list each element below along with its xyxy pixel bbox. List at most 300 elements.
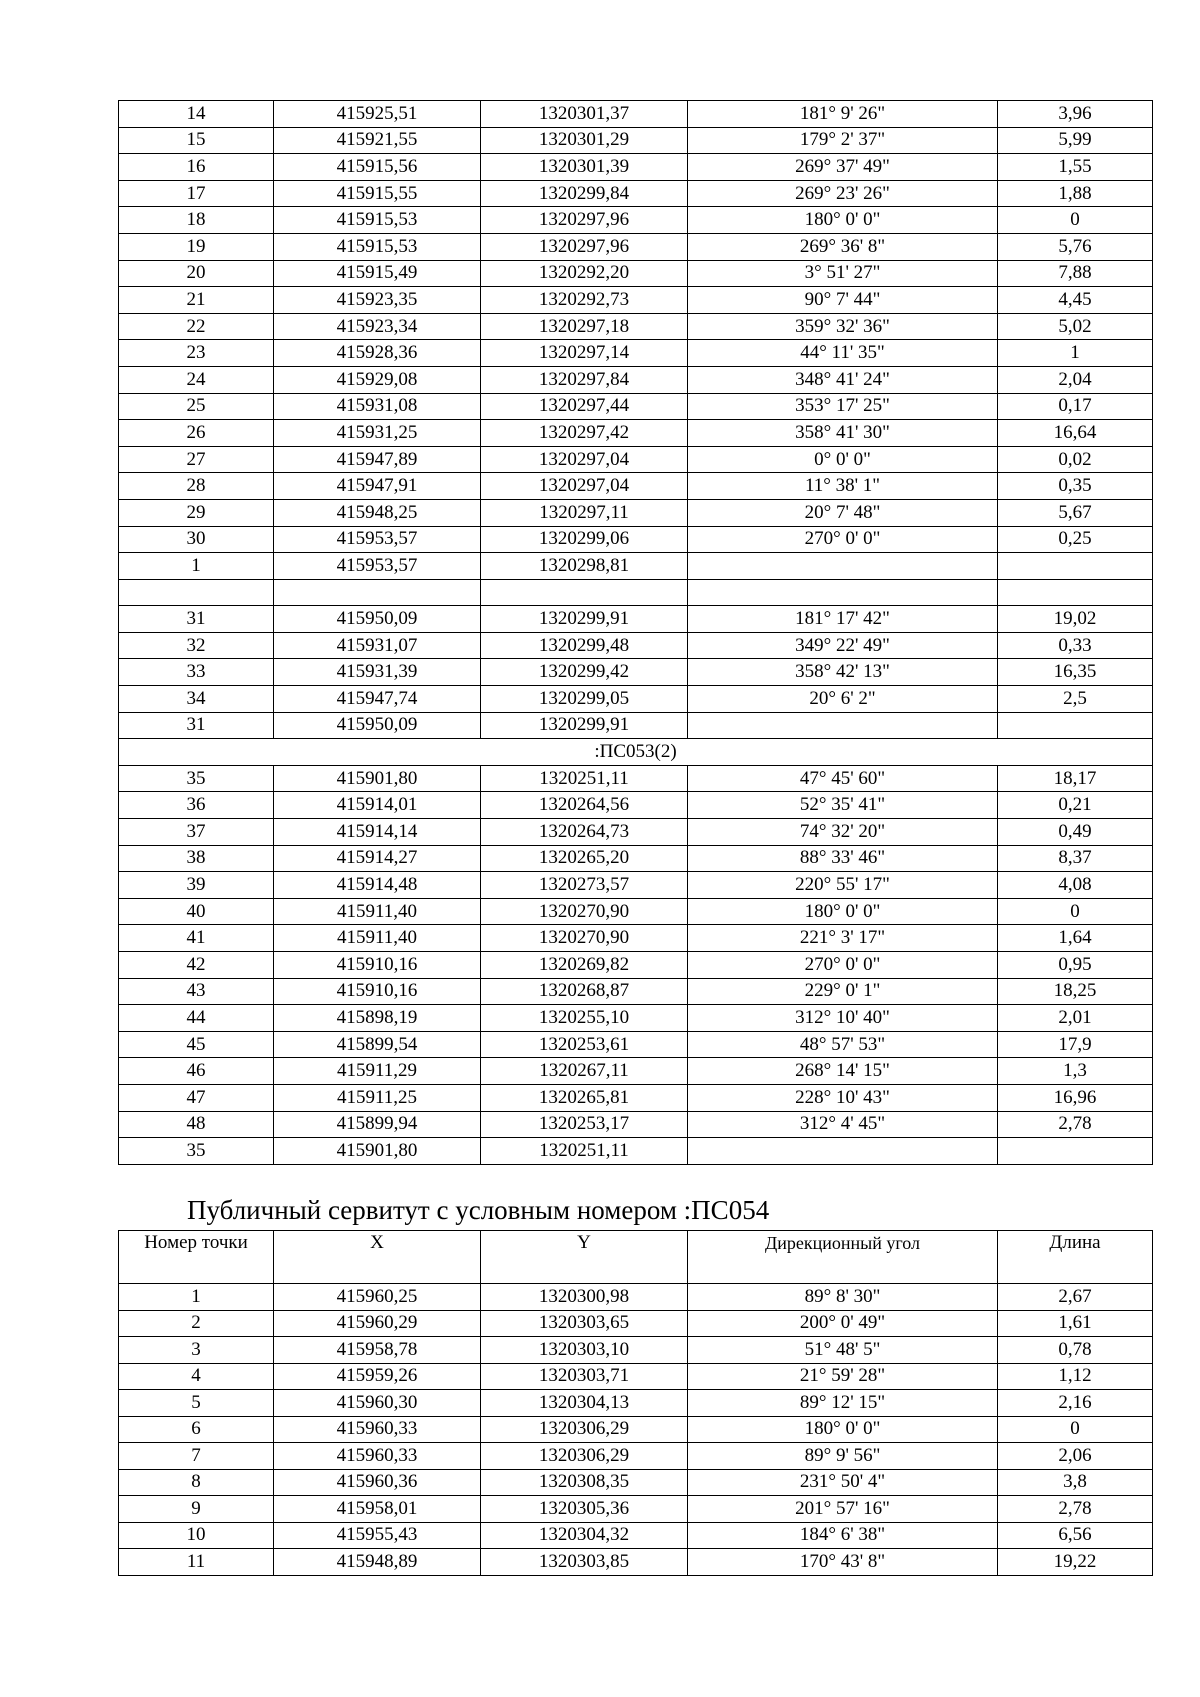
direction-angle-cell: 11° 38' 1" — [688, 473, 998, 500]
point-number-cell: 9 — [119, 1496, 274, 1523]
table-row — [119, 393, 1153, 420]
y-cell: 1320304,13 — [481, 1390, 688, 1417]
point-number-cell: 26 — [119, 420, 274, 447]
x-cell: 415958,01 — [274, 1496, 481, 1523]
x-cell: 415915,55 — [274, 180, 481, 207]
x-cell: 415914,27 — [274, 845, 481, 872]
y-cell: 1320251,11 — [481, 1138, 688, 1165]
length-cell: 0 — [998, 207, 1153, 234]
y-cell: 1320297,18 — [481, 313, 688, 340]
y-cell: 1320306,29 — [481, 1443, 688, 1470]
point-number-cell: 37 — [119, 819, 274, 846]
x-cell: 415948,25 — [274, 499, 481, 526]
direction-angle-cell: 52° 35' 41" — [688, 792, 998, 819]
point-number-cell: 35 — [119, 1138, 274, 1165]
x-cell: 415960,25 — [274, 1284, 481, 1311]
length-cell: 3,8 — [998, 1469, 1153, 1496]
y-cell: 1320301,39 — [481, 154, 688, 181]
length-cell: 1,55 — [998, 154, 1153, 181]
point-number-cell: 15 — [119, 127, 274, 154]
direction-angle-cell: 349° 22' 49" — [688, 632, 998, 659]
table-row — [119, 1111, 1153, 1138]
x-cell: 415915,56 — [274, 154, 481, 181]
direction-angle-cell: 181° 17' 42" — [688, 606, 998, 633]
point-number-cell: 10 — [119, 1522, 274, 1549]
table-row — [119, 207, 1153, 234]
table-row — [119, 1031, 1153, 1058]
direction-angle-cell: 358° 41' 30" — [688, 420, 998, 447]
length-cell: 2,78 — [998, 1111, 1153, 1138]
y-cell: 1320292,73 — [481, 287, 688, 314]
table-row — [119, 446, 1153, 473]
x-cell: 415931,07 — [274, 632, 481, 659]
direction-angle-cell: 74° 32' 20" — [688, 819, 998, 846]
length-cell: 2,04 — [998, 366, 1153, 393]
table-row — [119, 952, 1153, 979]
length-cell: 2,16 — [998, 1390, 1153, 1417]
section-label: :ПС053(2) — [119, 739, 1153, 766]
table-row — [119, 1416, 1153, 1443]
direction-angle-cell: 270° 0' 0" — [688, 952, 998, 979]
point-number-cell: 31 — [119, 606, 274, 633]
point-number-cell: 33 — [119, 659, 274, 686]
length-cell: 5,02 — [998, 313, 1153, 340]
y-cell: 1320297,04 — [481, 446, 688, 473]
table-row — [119, 499, 1153, 526]
y-cell: 1320297,84 — [481, 366, 688, 393]
y-cell: 1320299,84 — [481, 180, 688, 207]
y-cell: 1320253,17 — [481, 1111, 688, 1138]
coordinates-table-body — [119, 101, 1153, 1165]
y-cell: 1320303,85 — [481, 1549, 688, 1576]
direction-angle-cell — [688, 579, 998, 606]
y-cell: 1320270,90 — [481, 925, 688, 952]
length-cell: 5,76 — [998, 233, 1153, 260]
length-cell: 0,33 — [998, 632, 1153, 659]
point-number-cell: 32 — [119, 632, 274, 659]
y-cell: 1320300,98 — [481, 1284, 688, 1311]
length-cell: 0,95 — [998, 952, 1153, 979]
direction-angle-cell: 180° 0' 0" — [688, 207, 998, 234]
table-row — [119, 978, 1153, 1005]
point-number-cell: 36 — [119, 792, 274, 819]
direction-angle-cell: 268° 14' 15" — [688, 1058, 998, 1085]
direction-angle-cell: 181° 9' 26" — [688, 101, 998, 128]
direction-angle-cell: 348° 41' 24" — [688, 366, 998, 393]
table-row — [119, 340, 1153, 367]
point-number-cell: 19 — [119, 233, 274, 260]
section-label-row — [119, 739, 1153, 766]
y-cell: 1320292,20 — [481, 260, 688, 287]
length-cell: 2,06 — [998, 1443, 1153, 1470]
table-row — [119, 1443, 1153, 1470]
x-cell — [274, 579, 481, 606]
direction-angle-cell: 270° 0' 0" — [688, 526, 998, 553]
direction-angle-cell: 170° 43' 8" — [688, 1549, 998, 1576]
y-cell: 1320303,10 — [481, 1337, 688, 1364]
point-number-cell: 1 — [119, 1284, 274, 1311]
direction-angle-cell: 220° 55' 17" — [688, 872, 998, 899]
x-cell: 415960,30 — [274, 1390, 481, 1417]
point-number-cell: 17 — [119, 180, 274, 207]
point-number-cell: 44 — [119, 1005, 274, 1032]
table-row — [119, 127, 1153, 154]
y-cell: 1320305,36 — [481, 1496, 688, 1523]
table-row — [119, 1522, 1153, 1549]
point-number-cell: 31 — [119, 712, 274, 739]
y-cell: 1320297,96 — [481, 207, 688, 234]
direction-angle-cell: 312° 10' 40" — [688, 1005, 998, 1032]
x-cell: 415947,91 — [274, 473, 481, 500]
y-cell — [481, 579, 688, 606]
direction-angle-cell — [688, 712, 998, 739]
y-cell: 1320297,42 — [481, 420, 688, 447]
y-cell: 1320297,11 — [481, 499, 688, 526]
point-number-cell: 27 — [119, 446, 274, 473]
coordinates-table-body — [119, 1231, 1153, 1576]
x-cell: 415953,57 — [274, 526, 481, 553]
length-cell: 2,78 — [998, 1496, 1153, 1523]
point-number-cell: 6 — [119, 1416, 274, 1443]
coordinates-table-continued — [118, 100, 1153, 1165]
length-cell: 0,21 — [998, 792, 1153, 819]
direction-angle-cell — [688, 1138, 998, 1165]
table-row — [119, 526, 1153, 553]
table-row — [119, 1496, 1153, 1523]
table-row — [119, 473, 1153, 500]
length-cell — [998, 579, 1153, 606]
point-number-cell: 39 — [119, 872, 274, 899]
x-cell: 415899,94 — [274, 1111, 481, 1138]
point-number-cell: 18 — [119, 207, 274, 234]
y-cell: 1320298,81 — [481, 553, 688, 580]
y-cell: 1320265,20 — [481, 845, 688, 872]
y-cell: 1320297,14 — [481, 340, 688, 367]
table-row — [119, 712, 1153, 739]
x-cell: 415925,51 — [274, 101, 481, 128]
point-number-cell: 34 — [119, 686, 274, 713]
length-cell: 0,35 — [998, 473, 1153, 500]
table-row — [119, 686, 1153, 713]
y-cell: 1320269,82 — [481, 952, 688, 979]
length-cell: 4,08 — [998, 872, 1153, 899]
point-number-cell: 38 — [119, 845, 274, 872]
point-number-cell: 4 — [119, 1363, 274, 1390]
length-cell: 0,17 — [998, 393, 1153, 420]
direction-angle-cell: 51° 48' 5" — [688, 1337, 998, 1364]
direction-angle-cell: 88° 33' 46" — [688, 845, 998, 872]
length-cell — [998, 712, 1153, 739]
point-number-cell: 45 — [119, 1031, 274, 1058]
direction-angle-cell: 228° 10' 43" — [688, 1084, 998, 1111]
point-number-cell: 23 — [119, 340, 274, 367]
direction-angle-cell: 353° 17' 25" — [688, 393, 998, 420]
point-number-cell: 5 — [119, 1390, 274, 1417]
table-row — [119, 1390, 1153, 1417]
point-number-cell: 28 — [119, 473, 274, 500]
x-cell: 415911,29 — [274, 1058, 481, 1085]
length-cell: 1,3 — [998, 1058, 1153, 1085]
table-row — [119, 606, 1153, 633]
header-direction-angle: Дирекционный угол — [688, 1231, 998, 1284]
point-number-cell: 42 — [119, 952, 274, 979]
length-cell: 0,78 — [998, 1337, 1153, 1364]
coordinates-table-ps054 — [118, 1230, 1153, 1576]
point-number-cell: 1 — [119, 553, 274, 580]
table-row — [119, 1284, 1153, 1311]
y-cell: 1320299,06 — [481, 526, 688, 553]
table-row — [119, 1549, 1153, 1576]
direction-angle-cell: 201° 57' 16" — [688, 1496, 998, 1523]
table-row — [119, 1138, 1153, 1165]
table-row — [119, 1310, 1153, 1337]
length-cell: 0 — [998, 898, 1153, 925]
x-cell: 415947,89 — [274, 446, 481, 473]
direction-angle-cell: 358° 42' 13" — [688, 659, 998, 686]
length-cell: 0,02 — [998, 446, 1153, 473]
table-row — [119, 313, 1153, 340]
table-row — [119, 287, 1153, 314]
y-cell: 1320299,91 — [481, 712, 688, 739]
table-row — [119, 1084, 1153, 1111]
direction-angle-cell: 179° 2' 37" — [688, 127, 998, 154]
length-cell: 18,17 — [998, 765, 1153, 792]
length-cell: 8,37 — [998, 845, 1153, 872]
table-row — [119, 553, 1153, 580]
y-cell: 1320297,04 — [481, 473, 688, 500]
direction-angle-cell — [688, 553, 998, 580]
direction-angle-cell: 200° 0' 49" — [688, 1310, 998, 1337]
y-cell: 1320301,37 — [481, 101, 688, 128]
header-point-number: Номер точки — [119, 1231, 274, 1284]
table-row — [119, 366, 1153, 393]
table-row — [119, 819, 1153, 846]
header-length: Длина — [998, 1231, 1153, 1284]
length-cell: 19,22 — [998, 1549, 1153, 1576]
x-cell: 415901,80 — [274, 765, 481, 792]
x-cell: 415914,01 — [274, 792, 481, 819]
direction-angle-cell: 20° 6' 2" — [688, 686, 998, 713]
length-cell — [998, 1138, 1153, 1165]
section-title: Публичный сервитут с условным номером :ПС054 — [187, 1195, 770, 1225]
point-number-cell: 7 — [119, 1443, 274, 1470]
y-cell: 1320264,56 — [481, 792, 688, 819]
direction-angle-cell: 89° 12' 15" — [688, 1390, 998, 1417]
x-cell: 415958,78 — [274, 1337, 481, 1364]
length-cell: 17,9 — [998, 1031, 1153, 1058]
point-number-cell: 35 — [119, 765, 274, 792]
y-cell: 1320251,11 — [481, 765, 688, 792]
point-number-cell: 2 — [119, 1310, 274, 1337]
length-cell: 2,01 — [998, 1005, 1153, 1032]
y-cell: 1320306,29 — [481, 1416, 688, 1443]
point-number-cell: 46 — [119, 1058, 274, 1085]
point-number-cell: 47 — [119, 1084, 274, 1111]
direction-angle-cell: 184° 6' 38" — [688, 1522, 998, 1549]
direction-angle-cell: 48° 57' 53" — [688, 1031, 998, 1058]
length-cell: 2,67 — [998, 1284, 1153, 1311]
table-row — [119, 180, 1153, 207]
x-cell: 415899,54 — [274, 1031, 481, 1058]
direction-angle-cell: 221° 3' 17" — [688, 925, 998, 952]
point-number-cell: 48 — [119, 1111, 274, 1138]
table-row — [119, 233, 1153, 260]
x-cell: 415915,53 — [274, 207, 481, 234]
length-cell: 0,25 — [998, 526, 1153, 553]
point-number-cell: 8 — [119, 1469, 274, 1496]
point-number-cell: 16 — [119, 154, 274, 181]
x-cell: 415923,35 — [274, 287, 481, 314]
direction-angle-cell: 180° 0' 0" — [688, 898, 998, 925]
length-cell: 6,56 — [998, 1522, 1153, 1549]
y-cell: 1320253,61 — [481, 1031, 688, 1058]
y-cell: 1320299,48 — [481, 632, 688, 659]
direction-angle-cell: 21° 59' 28" — [688, 1363, 998, 1390]
direction-angle-cell: 231° 50' 4" — [688, 1469, 998, 1496]
table-header-row — [119, 1231, 1153, 1284]
x-cell: 415950,09 — [274, 606, 481, 633]
point-number-cell: 40 — [119, 898, 274, 925]
y-cell: 1320268,87 — [481, 978, 688, 1005]
x-cell: 415928,36 — [274, 340, 481, 367]
y-cell: 1320273,57 — [481, 872, 688, 899]
direction-angle-cell: 312° 4' 45" — [688, 1111, 998, 1138]
header-x: X — [274, 1231, 481, 1284]
y-cell: 1320303,65 — [481, 1310, 688, 1337]
direction-angle-cell: 89° 8' 30" — [688, 1284, 998, 1311]
point-number-cell: 11 — [119, 1549, 274, 1576]
x-cell: 415947,74 — [274, 686, 481, 713]
table-row — [119, 101, 1153, 128]
point-number-cell — [119, 579, 274, 606]
point-number-cell: 21 — [119, 287, 274, 314]
direction-angle-cell: 47° 45' 60" — [688, 765, 998, 792]
y-cell: 1320303,71 — [481, 1363, 688, 1390]
x-cell: 415948,89 — [274, 1549, 481, 1576]
x-cell: 415923,34 — [274, 313, 481, 340]
x-cell: 415910,16 — [274, 952, 481, 979]
point-number-cell: 29 — [119, 499, 274, 526]
length-cell: 0 — [998, 1416, 1153, 1443]
length-cell: 19,02 — [998, 606, 1153, 633]
direction-angle-cell: 90° 7' 44" — [688, 287, 998, 314]
table-row — [119, 845, 1153, 872]
x-cell: 415953,57 — [274, 553, 481, 580]
table-row — [119, 925, 1153, 952]
x-cell: 415960,33 — [274, 1416, 481, 1443]
length-cell: 2,5 — [998, 686, 1153, 713]
direction-angle-cell: 180° 0' 0" — [688, 1416, 998, 1443]
length-cell: 4,45 — [998, 287, 1153, 314]
x-cell: 415898,19 — [274, 1005, 481, 1032]
table-row — [119, 420, 1153, 447]
direction-angle-cell: 359° 32' 36" — [688, 313, 998, 340]
length-cell: 18,25 — [998, 978, 1153, 1005]
x-cell: 415931,25 — [274, 420, 481, 447]
table-row — [119, 898, 1153, 925]
x-cell: 415960,36 — [274, 1469, 481, 1496]
length-cell: 1 — [998, 340, 1153, 367]
direction-angle-cell: 89° 9' 56" — [688, 1443, 998, 1470]
x-cell: 415915,53 — [274, 233, 481, 260]
point-number-cell: 30 — [119, 526, 274, 553]
point-number-cell: 22 — [119, 313, 274, 340]
x-cell: 415910,16 — [274, 978, 481, 1005]
direction-angle-cell: 229° 0' 1" — [688, 978, 998, 1005]
y-cell: 1320255,10 — [481, 1005, 688, 1032]
direction-angle-cell: 0° 0' 0" — [688, 446, 998, 473]
x-cell: 415955,43 — [274, 1522, 481, 1549]
x-cell: 415911,25 — [274, 1084, 481, 1111]
x-cell: 415960,29 — [274, 1310, 481, 1337]
table-row — [119, 1363, 1153, 1390]
x-cell: 415914,48 — [274, 872, 481, 899]
y-cell: 1320270,90 — [481, 898, 688, 925]
y-cell: 1320299,91 — [481, 606, 688, 633]
y-cell: 1320299,42 — [481, 659, 688, 686]
y-cell: 1320301,29 — [481, 127, 688, 154]
table-row — [119, 872, 1153, 899]
length-cell: 1,88 — [998, 180, 1153, 207]
x-cell: 415931,39 — [274, 659, 481, 686]
header-y: Y — [481, 1231, 688, 1284]
point-number-cell: 25 — [119, 393, 274, 420]
point-number-cell: 14 — [119, 101, 274, 128]
y-cell: 1320304,32 — [481, 1522, 688, 1549]
length-cell: 16,96 — [998, 1084, 1153, 1111]
length-cell: 0,49 — [998, 819, 1153, 846]
length-cell: 5,99 — [998, 127, 1153, 154]
length-cell: 7,88 — [998, 260, 1153, 287]
table-row — [119, 659, 1153, 686]
length-cell: 1,12 — [998, 1363, 1153, 1390]
y-cell: 1320264,73 — [481, 819, 688, 846]
table-row — [119, 765, 1153, 792]
y-cell: 1320267,11 — [481, 1058, 688, 1085]
direction-angle-cell: 269° 36' 8" — [688, 233, 998, 260]
table-row — [119, 1337, 1153, 1364]
y-cell: 1320297,96 — [481, 233, 688, 260]
length-cell: 1,61 — [998, 1310, 1153, 1337]
x-cell: 415914,14 — [274, 819, 481, 846]
table-row — [119, 632, 1153, 659]
x-cell: 415921,55 — [274, 127, 481, 154]
direction-angle-cell: 44° 11' 35" — [688, 340, 998, 367]
x-cell: 415911,40 — [274, 925, 481, 952]
length-cell: 16,64 — [998, 420, 1153, 447]
y-cell: 1320297,44 — [481, 393, 688, 420]
direction-angle-cell: 269° 37' 49" — [688, 154, 998, 181]
length-cell: 16,35 — [998, 659, 1153, 686]
direction-angle-cell: 20° 7' 48" — [688, 499, 998, 526]
table-row — [119, 1005, 1153, 1032]
table-row — [119, 792, 1153, 819]
y-cell: 1320308,35 — [481, 1469, 688, 1496]
x-cell: 415931,08 — [274, 393, 481, 420]
length-cell: 3,96 — [998, 101, 1153, 128]
point-number-cell: 43 — [119, 978, 274, 1005]
table-row — [119, 1058, 1153, 1085]
x-cell: 415915,49 — [274, 260, 481, 287]
x-cell: 415929,08 — [274, 366, 481, 393]
direction-angle-cell: 269° 23' 26" — [688, 180, 998, 207]
x-cell: 415911,40 — [274, 898, 481, 925]
length-cell: 5,67 — [998, 499, 1153, 526]
length-cell — [998, 553, 1153, 580]
point-number-cell: 20 — [119, 260, 274, 287]
table-row — [119, 1469, 1153, 1496]
table-row — [119, 154, 1153, 181]
